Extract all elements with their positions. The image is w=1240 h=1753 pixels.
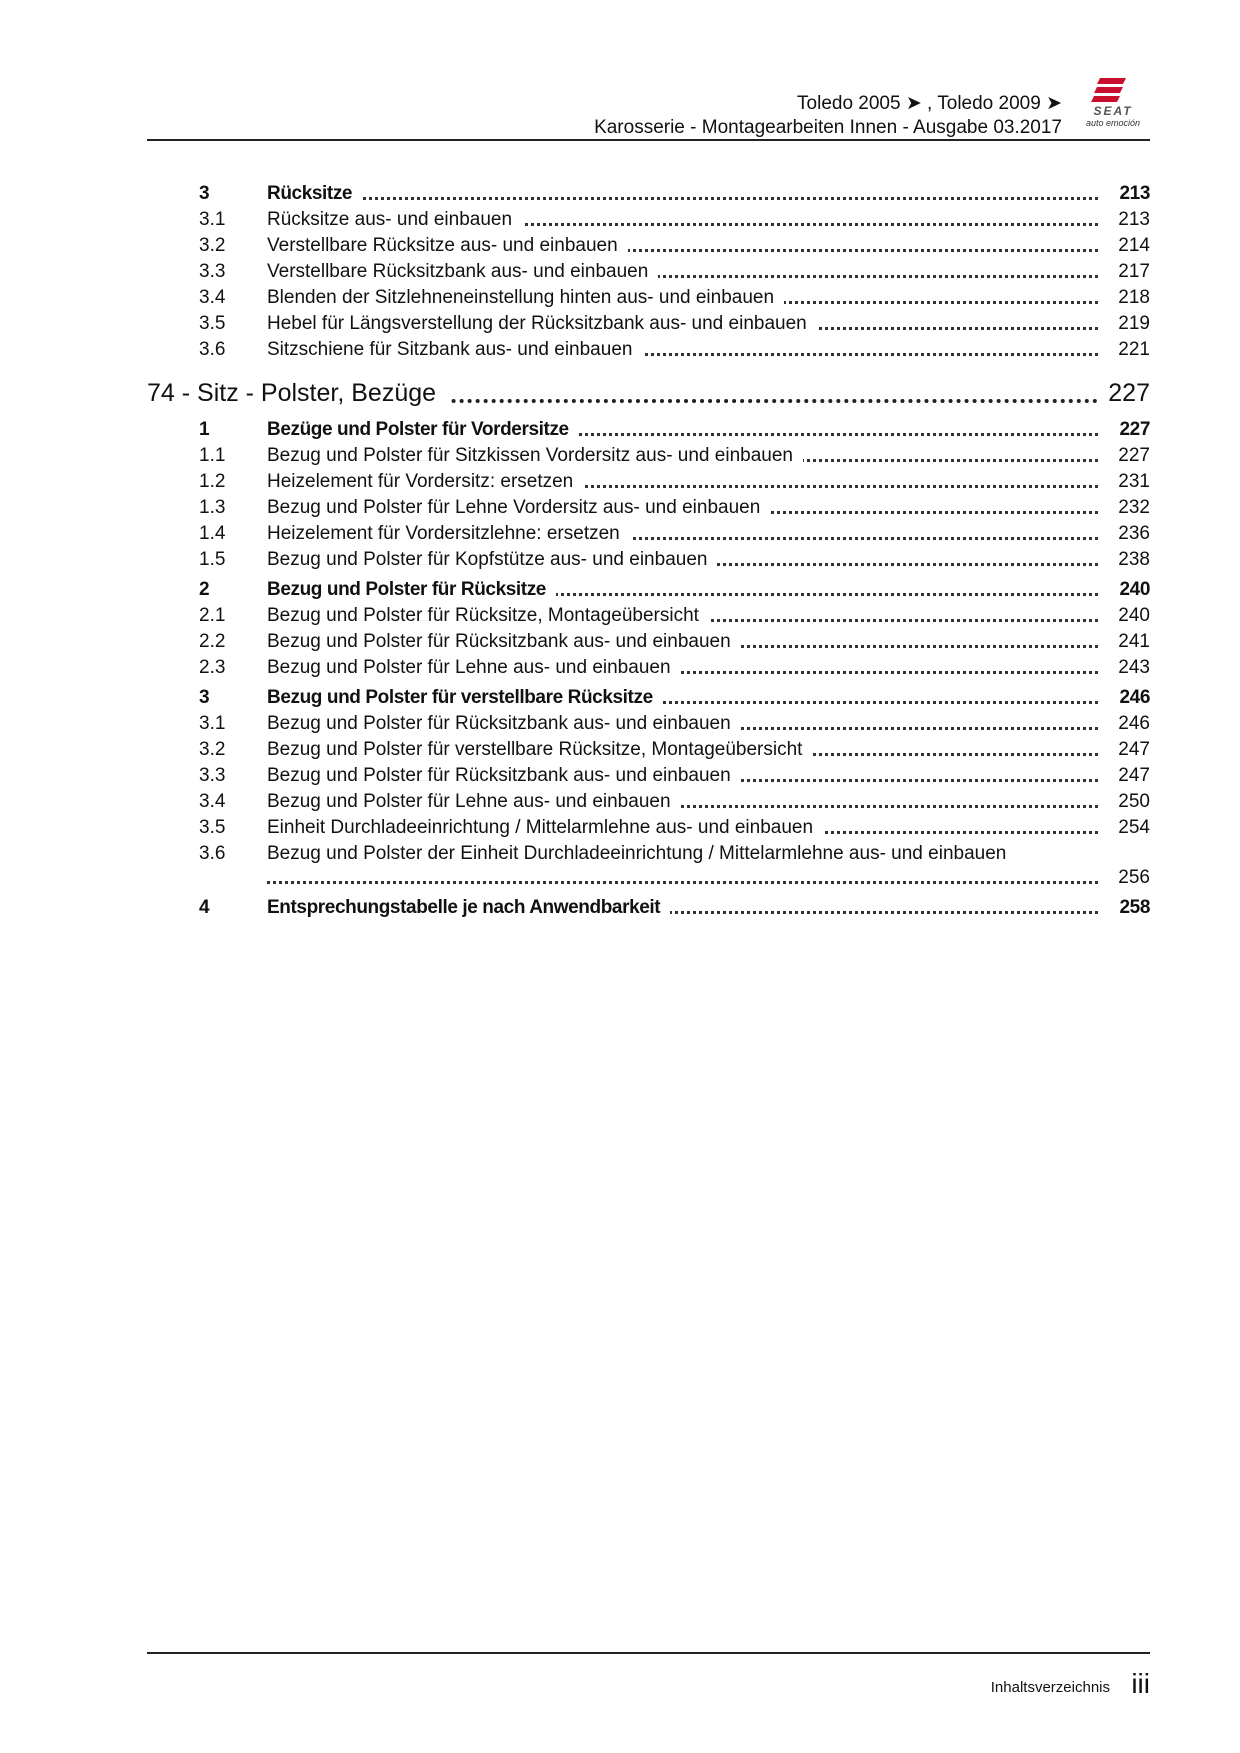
toc-title: Blenden der Sitzlehneneinstellung hinten aus- und einbauen: [267, 285, 1098, 311]
toc-entry[interactable]: [147, 311, 1150, 337]
toc-title: Bezug und Polster für Rücksitze: [267, 577, 1098, 603]
toc-page: 256: [1118, 867, 1150, 888]
toc-page: 238: [1118, 549, 1150, 570]
toc-number: 1.3: [199, 497, 226, 518]
toc-page: 218: [1118, 287, 1150, 308]
toc-title: Bezug und Polster für Rücksitzbank aus- und einbauen: [267, 711, 1098, 737]
toc-section-heading[interactable]: [147, 577, 1150, 603]
footer-page-number: iii: [1131, 1668, 1150, 1699]
toc-section-heading[interactable]: [147, 417, 1150, 443]
toc-title: Hebel für Längsverstellung der Rücksitzbank aus- und einbauen: [267, 311, 1098, 337]
toc-page: 246: [1119, 687, 1150, 708]
toc-page: 241: [1118, 631, 1150, 652]
header-title-line: Karosserie - Montagearbeiten Innen - Ausgabe 03.2017: [594, 117, 1062, 138]
toc-entry[interactable]: [147, 711, 1150, 737]
toc-page: 213: [1118, 209, 1150, 230]
toc-number: 3.2: [199, 235, 226, 256]
toc-number: 3.5: [199, 817, 226, 838]
toc-entry[interactable]: [147, 233, 1150, 259]
toc-number: 4: [199, 897, 210, 918]
logo-tagline: auto emoción: [1085, 118, 1141, 128]
page-footer: [147, 1652, 1150, 1702]
toc-number: 1.4: [199, 523, 226, 544]
toc-page: 258: [1119, 897, 1150, 918]
toc-page: 221: [1118, 339, 1150, 360]
toc-page: 240: [1118, 605, 1150, 626]
toc-number: 3.1: [199, 713, 226, 734]
toc-number: 3.6: [199, 339, 226, 360]
toc-number: 2.1: [199, 605, 226, 626]
header-rule: [147, 139, 1150, 141]
toc-section-heading[interactable]: [147, 895, 1150, 921]
toc-title: Bezug und Polster für Rücksitze, Montageübersicht: [267, 603, 1098, 629]
toc-title: Bezüge und Polster für Vordersitze: [267, 417, 1098, 443]
toc-number: 3.1: [199, 209, 226, 230]
toc-number: 3: [199, 687, 210, 708]
toc-title: Rücksitze aus- und einbauen: [267, 207, 1098, 233]
toc-number: 1.1: [199, 445, 226, 466]
toc-entry[interactable]: [147, 495, 1150, 521]
toc-entry[interactable]: [147, 469, 1150, 495]
toc-entry[interactable]: [147, 285, 1150, 311]
toc-chapter-title: 74 - Sitz - Polster, Bezüge: [147, 372, 1098, 414]
toc-entry[interactable]: [147, 629, 1150, 655]
toc-chapter-page: 227: [1108, 379, 1150, 407]
toc-page: 236: [1118, 523, 1150, 544]
toc-number: 3.2: [199, 739, 226, 760]
toc-page: 232: [1118, 497, 1150, 518]
toc-entry[interactable]: [147, 737, 1150, 763]
toc-page: 231: [1118, 471, 1150, 492]
seat-logo: [1076, 74, 1150, 132]
toc-page: 247: [1118, 739, 1150, 760]
toc-page: 250: [1118, 791, 1150, 812]
toc-entry[interactable]: [147, 789, 1150, 815]
toc-title: Bezug und Polster für Lehne Vordersitz aus- und einbauen: [267, 495, 1098, 521]
header-model-line: Toledo 2005 ➤ , Toledo 2009 ➤: [797, 93, 1062, 114]
toc-number: 2.2: [199, 631, 226, 652]
logo-name: SEAT: [1093, 104, 1133, 118]
toc-page: 227: [1118, 445, 1150, 466]
toc-entry[interactable]: [147, 763, 1150, 789]
page-header: [147, 80, 1150, 140]
toc-number: 1: [199, 419, 210, 440]
toc-section-heading[interactable]: [147, 181, 1150, 207]
toc-number: 3.6: [199, 843, 226, 864]
toc-title: Heizelement für Vordersitz: ersetzen: [267, 469, 1098, 495]
toc-title: Heizelement für Vordersitzlehne: ersetzen: [267, 521, 1098, 547]
toc-title: Rücksitze: [267, 181, 1098, 207]
toc-number: 3.3: [199, 261, 226, 282]
toc-entry[interactable]: [147, 443, 1150, 469]
toc-entry[interactable]: [147, 841, 1150, 891]
toc-title: Bezug und Polster für Lehne aus- und einbauen: [267, 789, 1098, 815]
toc-number: 3.3: [199, 765, 226, 786]
toc-title: Bezug und Polster für Sitzkissen Vordersitz aus- und einbauen: [267, 443, 1098, 469]
header-text: [594, 92, 1062, 140]
toc-title: Bezug und Polster für Kopfstütze aus- und einbauen: [267, 547, 1098, 573]
toc-title: Verstellbare Rücksitzbank aus- und einbauen: [267, 259, 1098, 285]
toc-page: 240: [1119, 579, 1150, 600]
toc-page: 214: [1118, 235, 1150, 256]
toc-entry[interactable]: [147, 815, 1150, 841]
toc-entry[interactable]: [147, 207, 1150, 233]
toc-number: 1.2: [199, 471, 226, 492]
toc-number: 3.4: [199, 791, 226, 812]
toc-title: Einheit Durchladeeinrichtung / Mittelarmlehne aus- und einbauen: [267, 815, 1098, 841]
seat-logo-icon: [1076, 74, 1150, 106]
toc-page: 243: [1118, 657, 1150, 678]
toc-entry[interactable]: [147, 655, 1150, 681]
toc-entry[interactable]: [147, 547, 1150, 573]
toc-title: Bezug und Polster für Lehne aus- und einbauen: [267, 655, 1098, 681]
toc-title: Entsprechungstabelle je nach Anwendbarkeit: [267, 895, 1098, 921]
toc-page: 213: [1119, 183, 1150, 204]
toc-number: 3.5: [199, 313, 226, 334]
toc-title: Verstellbare Rücksitze aus- und einbauen: [267, 233, 1098, 259]
toc-entry[interactable]: [147, 603, 1150, 629]
toc-entry[interactable]: [147, 337, 1150, 363]
table-of-contents: [147, 181, 1150, 921]
toc-number: 2.3: [199, 657, 226, 678]
toc-page: 254: [1118, 817, 1150, 838]
toc-entry[interactable]: [147, 521, 1150, 547]
toc-chapter-heading[interactable]: [147, 372, 1150, 414]
footer-rule: [147, 1652, 1150, 1654]
toc-page: 217: [1118, 261, 1150, 282]
toc-entry[interactable]: [147, 259, 1150, 285]
toc-title: Sitzschiene für Sitzbank aus- und einbauen: [267, 337, 1098, 363]
toc-page: 247: [1118, 765, 1150, 786]
toc-title: Bezug und Polster für verstellbare Rücksitze, Montageübersicht: [267, 737, 1098, 763]
toc-number: 3.4: [199, 287, 226, 308]
toc-title: Bezug und Polster für verstellbare Rücksitze: [267, 685, 1098, 711]
toc-title: Bezug und Polster für Rücksitzbank aus- und einbauen: [267, 629, 1098, 655]
toc-number: 1.5: [199, 549, 226, 570]
toc-page: 227: [1119, 419, 1150, 440]
toc-number: 3: [199, 183, 210, 204]
toc-title: Bezug und Polster der Einheit Durchladeeinrichtung / Mittelarmlehne aus- und einbauen: [267, 841, 1098, 891]
toc-page: 246: [1118, 713, 1150, 734]
toc-title: Bezug und Polster für Rücksitzbank aus- und einbauen: [267, 763, 1098, 789]
toc-section-heading[interactable]: [147, 685, 1150, 711]
toc-page: 219: [1118, 313, 1150, 334]
footer-label: Inhaltsverzeichnis: [990, 1679, 1110, 1696]
toc-number: 2: [199, 579, 210, 600]
